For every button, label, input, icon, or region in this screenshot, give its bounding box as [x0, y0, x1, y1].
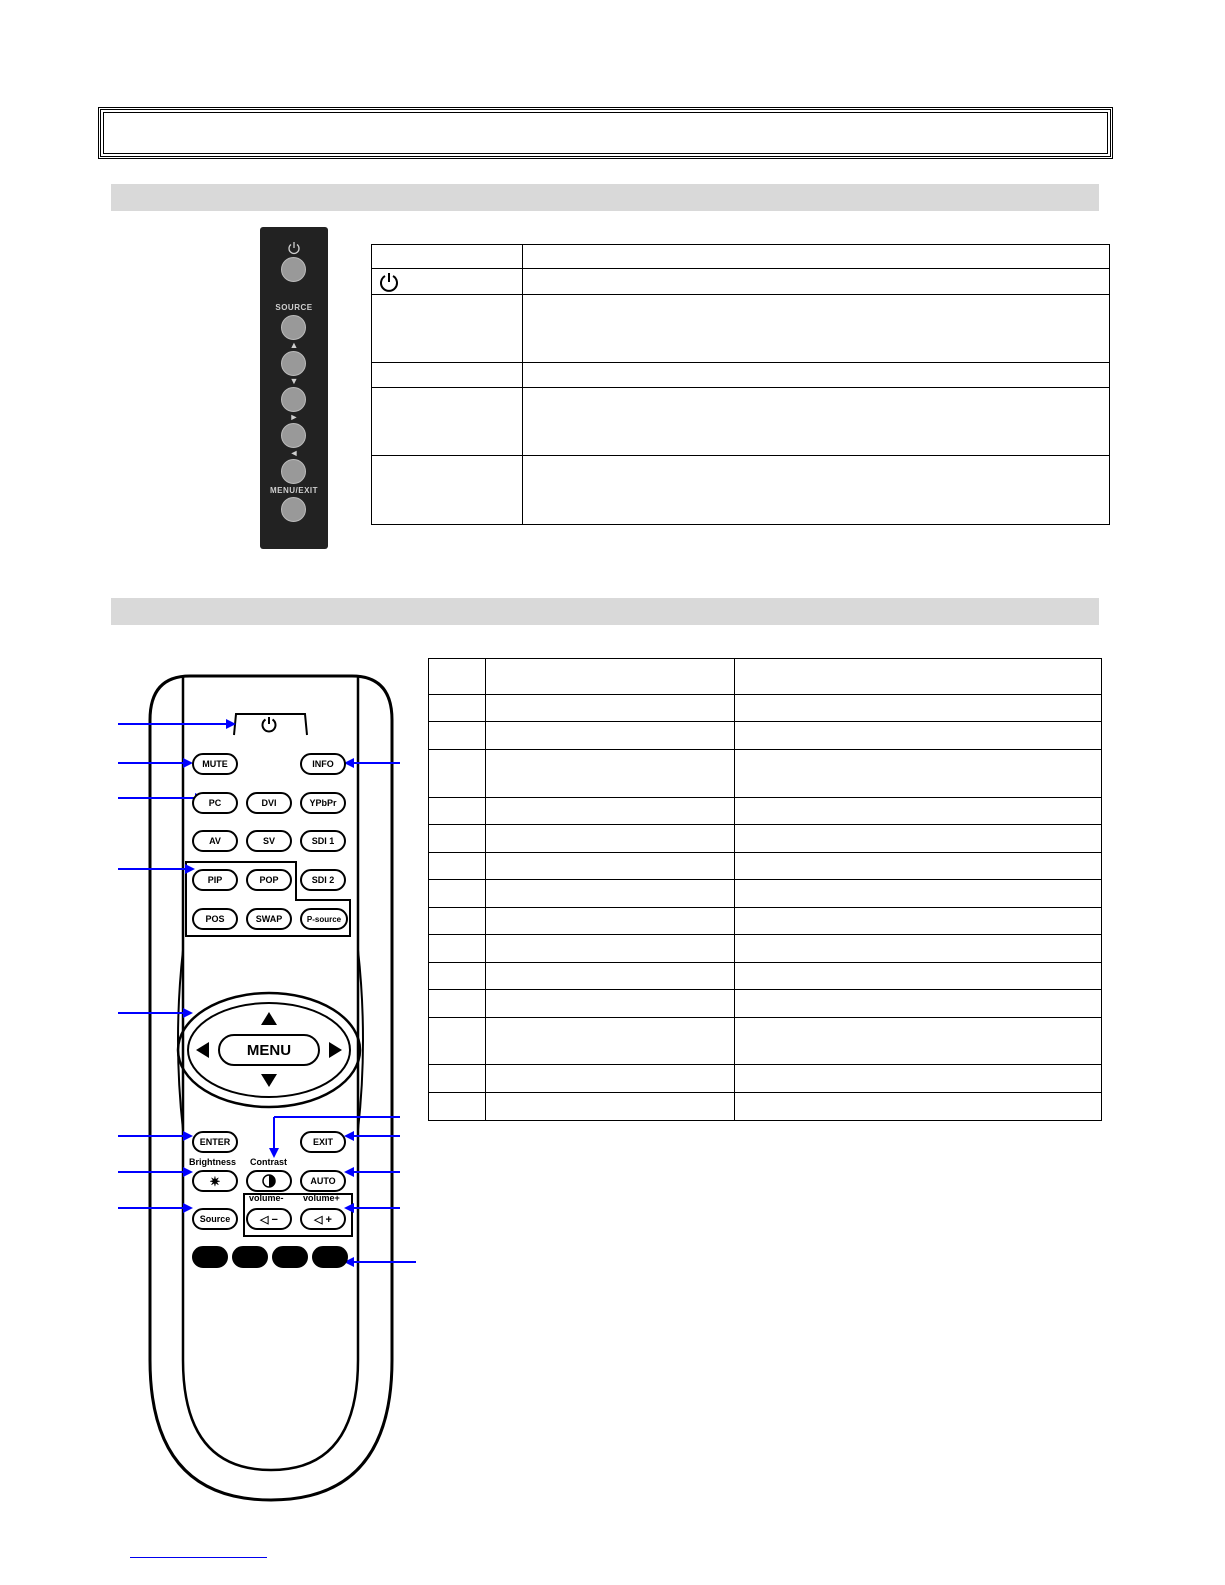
brightness-label: Brightness [189, 1157, 237, 1167]
triangle-down-icon [261, 1074, 277, 1087]
enter-button[interactable]: ENTER [192, 1131, 238, 1153]
table-cell [735, 825, 1102, 853]
sdi2-button[interactable]: SDI 2 [300, 869, 346, 891]
table-row [429, 750, 1102, 798]
av-button[interactable]: AV [192, 830, 238, 852]
table-cell [735, 1093, 1102, 1121]
table-row [372, 456, 1110, 525]
triangle-right-icon: ► [289, 412, 299, 422]
swap-button[interactable]: SWAP [246, 908, 292, 930]
exit-button[interactable]: EXIT [300, 1131, 346, 1153]
table-row [429, 990, 1102, 1018]
brightness-button[interactable] [192, 1170, 238, 1192]
table-cell [429, 825, 486, 853]
table-cell [429, 908, 486, 935]
table-row [372, 269, 1110, 295]
table-cell [429, 659, 486, 695]
table-cell [486, 825, 735, 853]
triangle-up-icon: ▲ [289, 340, 299, 350]
table-cell [486, 750, 735, 798]
table-cell [429, 1018, 486, 1065]
table-cell [429, 1065, 486, 1093]
table-cell [486, 798, 735, 825]
contrast-label: Contrast [250, 1157, 288, 1167]
table-row [429, 825, 1102, 853]
table-cell [735, 1065, 1102, 1093]
speaker-icon: ◁ + [314, 1213, 332, 1226]
volume-minus-label: volume- [249, 1193, 284, 1203]
table-cell [523, 456, 1110, 525]
table-cell [735, 990, 1102, 1018]
triangle-left-icon [196, 1042, 209, 1058]
dvi-button[interactable]: DVI [246, 792, 292, 814]
table-row [429, 908, 1102, 935]
contrast-icon [262, 1174, 276, 1188]
table-row [372, 295, 1110, 363]
table-cell [486, 853, 735, 880]
table-cell [735, 1018, 1102, 1065]
table-cell [735, 935, 1102, 963]
triangle-up-icon [261, 1012, 277, 1025]
sdi1-button[interactable]: SDI 1 [300, 830, 346, 852]
table-cell [429, 750, 486, 798]
p-source-button[interactable]: P-source [300, 908, 348, 930]
keypad-menu-exit-label: MENU/EXIT [269, 486, 319, 495]
sun-icon: ✷ [209, 1173, 221, 1189]
table-cell [523, 363, 1110, 388]
table-row [372, 363, 1110, 388]
volume-up-button[interactable] [300, 1208, 346, 1230]
ypbpr-button[interactable]: YPbPr [300, 792, 346, 814]
table-cell [523, 245, 1110, 269]
function-button-1[interactable] [192, 1246, 228, 1268]
info-button[interactable]: INFO [300, 753, 346, 775]
table-cell [735, 798, 1102, 825]
table-cell [523, 388, 1110, 456]
sv-button[interactable]: SV [246, 830, 292, 852]
table-cell [735, 722, 1102, 750]
source-button[interactable]: Source [192, 1208, 238, 1230]
table-row [429, 659, 1102, 695]
auto-button[interactable]: AUTO [300, 1170, 346, 1192]
pip-button[interactable]: PIP [192, 869, 238, 891]
volume-down-button[interactable] [246, 1208, 292, 1230]
table-cell [735, 659, 1102, 695]
table-cell [735, 695, 1102, 722]
table-cell [429, 722, 486, 750]
table-cell [486, 1018, 735, 1065]
footer-link[interactable] [130, 1557, 267, 1558]
table-cell [486, 722, 735, 750]
table-cell [429, 990, 486, 1018]
table-cell [735, 963, 1102, 990]
pc-button[interactable]: PC [192, 792, 238, 814]
table-row [429, 935, 1102, 963]
table-row [429, 880, 1102, 908]
table-cell [523, 295, 1110, 363]
table-cell [429, 695, 486, 722]
table-cell [735, 908, 1102, 935]
volume-plus-label: volume+ [303, 1193, 340, 1203]
table-cell [486, 990, 735, 1018]
table-row [372, 388, 1110, 456]
table-row [372, 245, 1110, 269]
function-button-2[interactable] [232, 1246, 268, 1268]
keypad-source-label: SOURCE [275, 303, 313, 312]
speaker-icon: ◁ − [260, 1213, 278, 1226]
pos-button[interactable]: POS [192, 908, 238, 930]
remote-control-outline [0, 0, 420, 1560]
table-row [429, 798, 1102, 825]
table-row [429, 963, 1102, 990]
table-cell [523, 269, 1110, 295]
table-row [429, 1018, 1102, 1065]
table-cell [735, 853, 1102, 880]
table-cell [486, 1093, 735, 1121]
table-cell [429, 880, 486, 908]
table-cell [429, 853, 486, 880]
table-row [429, 1065, 1102, 1093]
contrast-button[interactable] [246, 1170, 292, 1192]
pop-button[interactable]: POP [246, 869, 292, 891]
function-button-3[interactable] [272, 1246, 308, 1268]
table-row [429, 722, 1102, 750]
table-cell [429, 935, 486, 963]
table-cell [486, 695, 735, 722]
triangle-left-icon: ◄ [289, 448, 299, 458]
table-row [429, 853, 1102, 880]
table-cell [429, 963, 486, 990]
table-cell [486, 1065, 735, 1093]
table-cell [735, 750, 1102, 798]
power-icon[interactable] [260, 715, 278, 733]
menu-button[interactable]: MENU [218, 1034, 320, 1066]
table-cell [486, 659, 735, 695]
mute-button[interactable]: MUTE [192, 753, 238, 775]
triangle-down-icon: ▼ [289, 376, 299, 386]
table-cell [486, 908, 735, 935]
table-cell [486, 935, 735, 963]
table-cell [429, 798, 486, 825]
table-row [429, 695, 1102, 722]
remote-function-table [428, 658, 1102, 1121]
keypad-function-table [371, 244, 1110, 525]
table-cell [429, 1093, 486, 1121]
table-row [429, 1093, 1102, 1121]
table-cell [486, 880, 735, 908]
table-cell [735, 880, 1102, 908]
triangle-right-icon [329, 1042, 342, 1058]
function-button-4[interactable] [312, 1246, 348, 1268]
table-cell [486, 963, 735, 990]
